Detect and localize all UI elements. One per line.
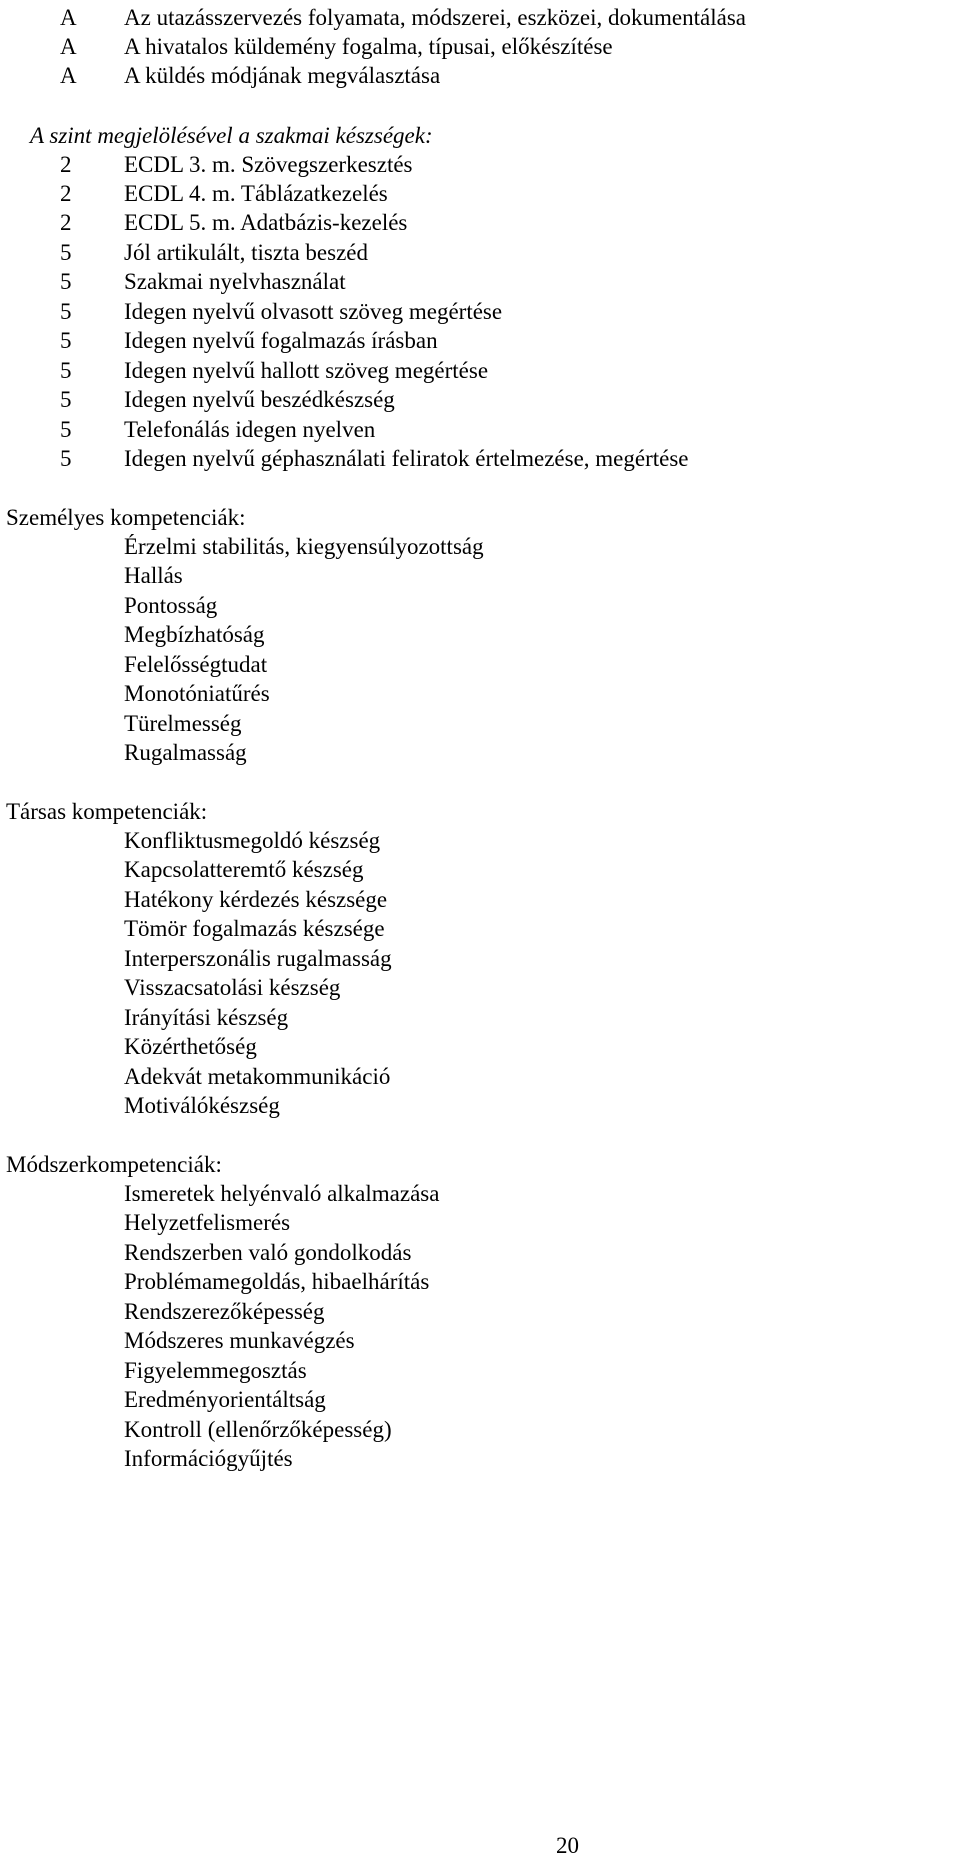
item-level: 5 (60, 328, 72, 353)
item-text: Idegen nyelvű beszédkészség (124, 387, 395, 412)
list-item: Konfliktusmegoldó készség (124, 828, 381, 853)
section-heading-social: Társas kompetenciák: (6, 799, 208, 824)
list-item: Pontosság (124, 593, 218, 618)
item-text: ECDL 3. m. Szövegszerkesztés (124, 152, 413, 177)
list-item: Rugalmasság (124, 740, 247, 765)
item-text: ECDL 4. m. Táblázatkezelés (124, 181, 388, 206)
list-item: Felelősségtudat (124, 652, 268, 677)
list-item: Hallás (124, 563, 183, 588)
list-item: Irányítási készség (124, 1005, 289, 1030)
item-level: 2 (60, 210, 72, 235)
item-level: 5 (60, 299, 72, 324)
list-item: Türelmesség (124, 711, 242, 736)
item-level: 2 (60, 152, 72, 177)
list-item: Figyelemmegosztás (124, 1358, 307, 1383)
item-level: 5 (60, 269, 72, 294)
item-text: ECDL 5. m. Adatbázis-kezelés (124, 210, 408, 235)
item-text: Idegen nyelvű fogalmazás írásban (124, 328, 438, 353)
section-heading-method: Módszerkompetenciák: (6, 1152, 222, 1177)
item-text: Az utazásszervezés folyamata, módszerei, eszközei, dokumentálása (124, 5, 746, 30)
item-level: 5 (60, 387, 72, 412)
item-text: Telefonálás idegen nyelven (124, 417, 376, 442)
item-text: Idegen nyelvű géphasználati feliratok értelmezése, megértése (124, 446, 689, 471)
item-text: A hivatalos küldemény fogalma, típusai, előkészítése (124, 34, 613, 59)
list-item: Problémamegoldás, hibaelhárítás (124, 1269, 430, 1294)
list-item: Monotóniatűrés (124, 681, 270, 706)
list-item: Adekvát metakommunikáció (124, 1064, 391, 1089)
list-item: Motiválókészség (124, 1093, 280, 1118)
list-item: Helyzetfelismerés (124, 1210, 291, 1235)
section-heading-skills: A szint megjelölésével a szakmai készségek: (30, 123, 433, 148)
item-level: 5 (60, 417, 72, 442)
item-text: Idegen nyelvű olvasott szöveg megértése (124, 299, 503, 324)
item-text: A küldés módjának megválasztása (124, 63, 441, 88)
item-level: 5 (60, 358, 72, 383)
item-text: Jól artikulált, tiszta beszéd (124, 240, 368, 265)
list-item: Interperszonális rugalmasság (124, 946, 392, 971)
item-text: Szakmai nyelvhasználat (124, 269, 346, 294)
list-item: Hatékony kérdezés készsége (124, 887, 388, 912)
list-item: Rendszerezőképesség (124, 1299, 325, 1324)
item-level: A (60, 34, 77, 59)
list-item: Eredményorientáltság (124, 1387, 326, 1412)
list-item: Megbízhatóság (124, 622, 265, 647)
list-item: Érzelmi stabilitás, kiegyensúlyozottság (124, 534, 484, 559)
list-item: Visszacsatolási készség (124, 975, 341, 1000)
item-text: Idegen nyelvű hallott szöveg megértése (124, 358, 489, 383)
item-level: 2 (60, 181, 72, 206)
list-item: Közérthetőség (124, 1034, 257, 1059)
list-item: Ismeretek helyénvaló alkalmazása (124, 1181, 440, 1206)
item-level: 5 (60, 446, 72, 471)
item-level: 5 (60, 240, 72, 265)
list-item: Módszeres munkavégzés (124, 1328, 355, 1353)
list-item: Kapcsolatteremtő készség (124, 857, 364, 882)
list-item: Tömör fogalmazás készsége (124, 916, 385, 941)
item-level: A (60, 63, 77, 88)
page-number: 20 (556, 1833, 579, 1858)
list-item: Rendszerben való gondolkodás (124, 1240, 412, 1265)
list-item: Információgyűjtés (124, 1446, 293, 1471)
item-level: A (60, 5, 77, 30)
section-heading-personal: Személyes kompetenciák: (6, 505, 246, 530)
list-item: Kontroll (ellenőrzőképesség) (124, 1417, 392, 1442)
